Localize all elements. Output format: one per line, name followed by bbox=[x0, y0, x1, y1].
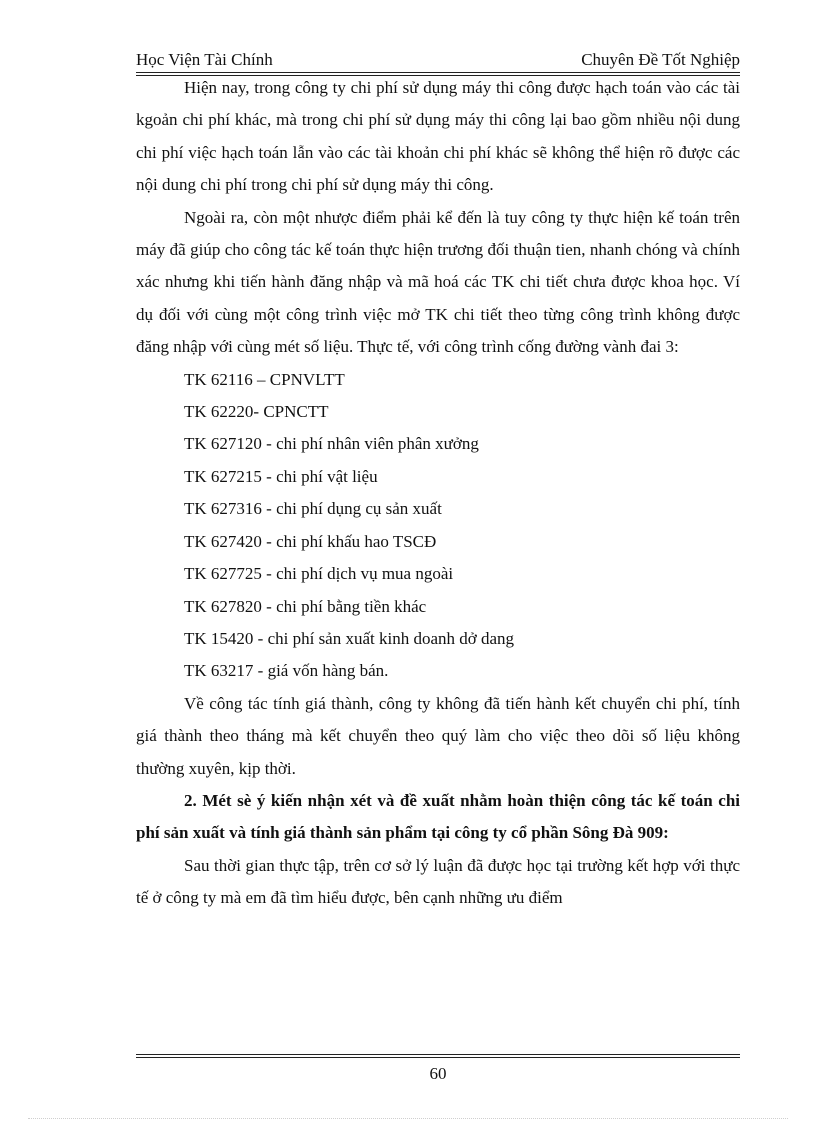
account-item: TK 627120 - chi phí nhân viên phân xưởng bbox=[184, 434, 479, 454]
page-edge-dotted-line bbox=[28, 1118, 788, 1119]
account-item: TK 62116 – CPNVLTT bbox=[184, 369, 345, 389]
page-number: 60 bbox=[429, 1064, 447, 1083]
paragraph-costing: Về công tác tính giá thành, công ty không đã tiến hành kết chuyển chi phí, tính giá thành theo tháng mà kết chuyển theo quý làm cho việc theo dõi số liệu không thường xuyên, kịp thời. bbox=[136, 693, 740, 778]
paragraph-account-coding: Ngoài ra, còn một nhược điểm phải kể đến là tuy công ty thực hiện kế toán trên máy đã giúp cho công tác kế toán thực hiện trương đối thuận tien, nhanh chóng và chính xác nhưng khi tiến hành đăng nhập và mã hoá các TK chi tiết chưa được khoa học. Ví dụ đối với cùng một công trình việc mở TK chi tiết theo từng công trình không được đăng nhập với cùng mét số liệu. Thực tế, với công trình cống đường vành đai 3: bbox=[136, 207, 740, 357]
account-item: TK 627820 - chi phí bằng tiền khác bbox=[184, 596, 427, 616]
header-document-type: Chuyên Đề Tốt Nghiệp bbox=[581, 50, 740, 69]
paragraph-internship: Sau thời gian thực tập, trên cơ sở lý luận đã được học tại trường kết hợp với thực tế ở công ty mà em đã tìm hiểu được, bên cạnh những ưu điểm bbox=[136, 855, 740, 908]
footer-rule bbox=[136, 1054, 740, 1058]
account-item: TK 62220- CPNCTT bbox=[184, 402, 329, 422]
header-institution: Học Viện Tài Chính bbox=[136, 50, 273, 69]
account-item: TK 627420 - chi phí khấu hao TSCĐ bbox=[184, 531, 437, 551]
account-item: TK 15420 - chi phí sản xuất kinh doanh dở dang bbox=[184, 628, 515, 648]
section-heading: 2. Mét sè ý kiến nhận xét và đề xuất nhằm hoàn thiện công tác kế toán chi phí sản xuất và tính giá thành sản phẩm tại công ty cổ phần Sông Đà 909: bbox=[136, 790, 740, 843]
page-body bbox=[136, 72, 740, 915]
paragraph-machine-costs: Hiện nay, trong công ty chi phí sử dụng máy thi công được hạch toán vào các tài kgoản chi phí khác, mà trong chi phí sử dụng máy thi công lại bao gồm nhiều nội dung chi phí việc hạch toán lẫn vào các tài khoản chi phí khác sẽ không thể hiện rõ được các nội dung chi phí trong chi phí sử dụng máy thi công. bbox=[136, 78, 740, 195]
account-item: TK 627215 - chi phí vật liệu bbox=[184, 466, 378, 486]
account-item: TK 627316 - chi phí dụng cụ sản xuất bbox=[184, 499, 442, 519]
account-item: TK 627725 - chi phí dịch vụ mua ngoài bbox=[184, 564, 454, 584]
page-header bbox=[136, 48, 740, 72]
account-item: TK 63217 - giá vốn hàng bán. bbox=[184, 661, 389, 681]
